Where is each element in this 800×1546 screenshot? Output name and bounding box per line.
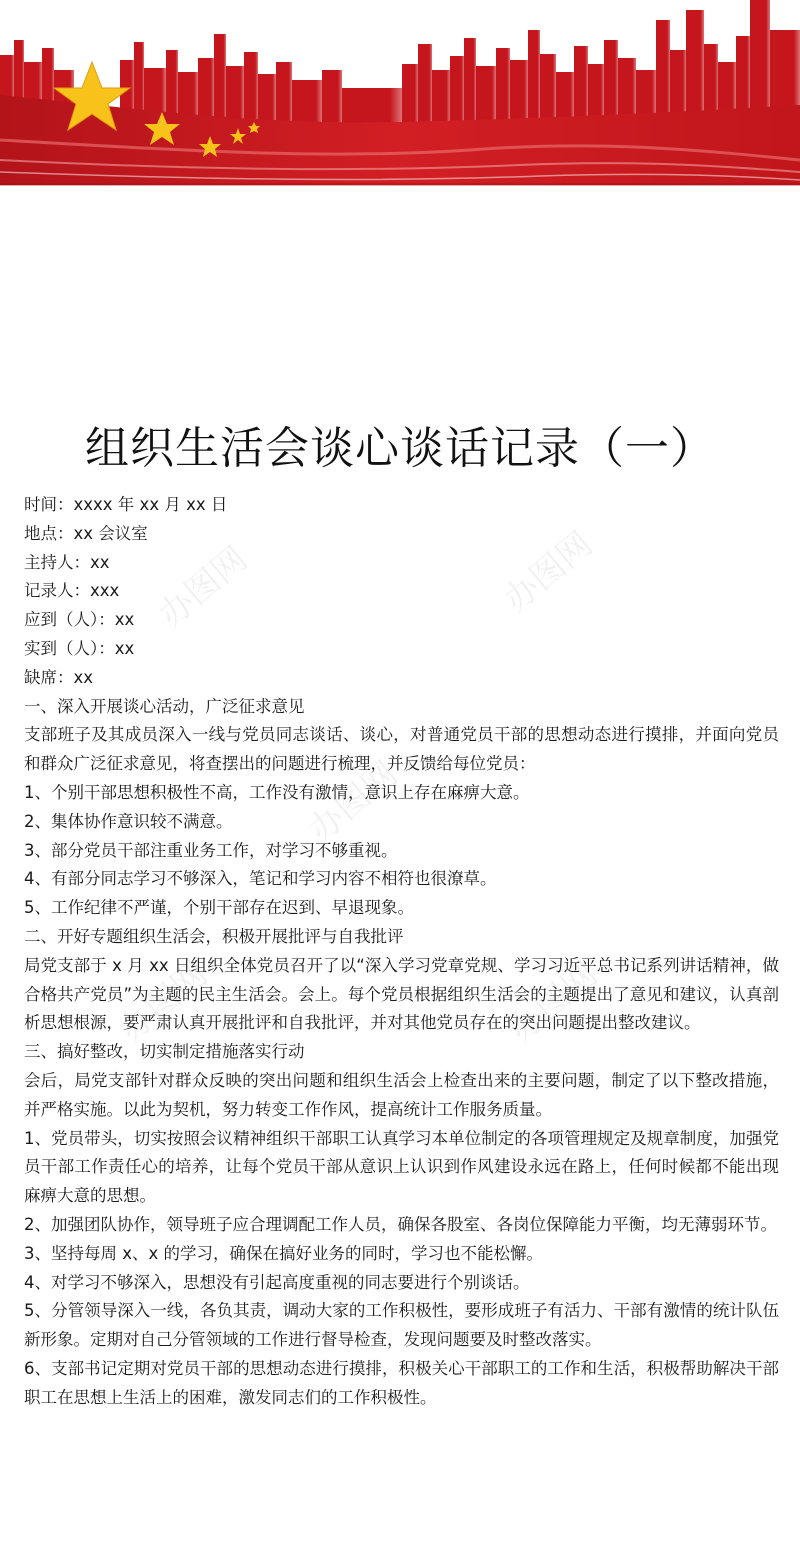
section-1 [24, 693, 779, 923]
watermark-text: 办图网 [501, 954, 606, 1051]
section-2 [24, 923, 779, 1038]
page-title: 组织生活会谈心谈话记录（一） [85, 423, 715, 475]
list-item: 1、个别干部思想积极性不高，工作没有激情，意识上存在麻痹大意。 [24, 782, 530, 802]
list-item: 5、工作纪律不严谨，个别干部存在迟到、早退现象。 [24, 898, 414, 918]
skyline-buildings [0, 0, 800, 125]
section-3 [24, 1038, 779, 1412]
list-item: 1、党员带头，切实按照会议精神组织干部职工认真学习本单位制定的各项管理规定及规章制度，加强党员干部工作责任心的培养，让每个党员干部从意识上认识到作风建设永远在路上，任何时候都不能出现麻痹大意的思想。 [24, 1128, 779, 1206]
city-skyline-banner-graphic [0, 0, 800, 190]
meta-recorder: 记录人：xxx [24, 581, 120, 601]
section-paragraph: 支部班子及其成员深入一线与党员同志谈话、谈心，对普通党员干部的思想动态进行摸排，并面向党员和群众广泛征求意见，将查摆出的问题进行梳理，并反馈给每位党员： [24, 725, 779, 774]
header-banner [0, 0, 800, 190]
meta-host: 主持人：xx [24, 552, 110, 572]
watermark-text: 办图网 [496, 524, 601, 621]
watermark-text: 办图网 [301, 754, 406, 851]
watermark-text: 办图网 [111, 954, 216, 1051]
document-body [24, 491, 779, 1413]
meta-absent: 缺席：xx [24, 667, 94, 687]
meta-block [24, 491, 779, 693]
list-item: 4、有部分同志学习不够深入，笔记和学习内容不相符也很潦草。 [24, 869, 497, 889]
list-item: 2、集体协作意识较不满意。 [24, 811, 233, 831]
section-heading: 三、搞好整改，切实制定措施落实行动 [24, 1042, 305, 1062]
list-item: 2、加强团队协作，领导班子应合理调配工作人员，确保各股室、各岗位保障能力平衡，均无薄弱环节。 [24, 1214, 777, 1234]
meta-expected-attendance: 应到（人）：xx [24, 610, 135, 630]
section-paragraph: 局党支部于 x 月 xx 日组织全体党员召开了以“深入学习党章党规、学习习近平总书记系列讲话精神，做合格共产党员”为主题的民主生活会。会上。每个党员根据组织生活会的主题提出了意见和建议，认真剖析思想根源，要严肃认真开展批评和自我批评，并对其他党员存在的突出问题提出整改建议。 [24, 955, 779, 1033]
meta-location: 地点：xx 会议室 [24, 523, 148, 543]
section-paragraph: 会后，局党支部针对群众反映的突出问题和组织生活会上检查出来的主要问题，制定了以下整改措施，并严格实施。以此为契机，努力转变工作作风，提高统计工作服务质量。 [24, 1070, 779, 1119]
meta-actual-attendance: 实到（人）：xx [24, 638, 135, 658]
list-item: 3、坚持每周 x、x 的学习，确保在搞好业务的同时，学习也不能松懈。 [24, 1243, 544, 1263]
section-heading: 二、开好专题组织生活会，积极开展批评与自我批评 [24, 926, 404, 946]
list-item: 6、支部书记定期对党员干部的思想动态进行摸排，积极关心干部职工的工作和生活，积极帮助解决干部职工在思想上生活上的困难，激发同志们的工作积极性。 [24, 1358, 779, 1407]
watermark-text: 办图网 [151, 539, 256, 636]
meta-time: 时间：xxxx 年 xx 月 xx 日 [24, 495, 228, 514]
section-heading: 一、深入开展谈心活动，广泛征求意见 [24, 696, 305, 716]
list-item: 4、对学习不够深入，思想没有引起高度重视的同志要进行个别谈话。 [24, 1272, 530, 1292]
list-item: 3、部分党员干部注重业务工作，对学习不够重视。 [24, 840, 398, 860]
list-item: 5、分管领导深入一线，各负其责，调动大家的工作积极性，要形成班子有活力、干部有激情的统计队伍新形象。定期对自己分管领域的工作进行督导检查，发现问题要及时整改落实。 [24, 1301, 779, 1350]
